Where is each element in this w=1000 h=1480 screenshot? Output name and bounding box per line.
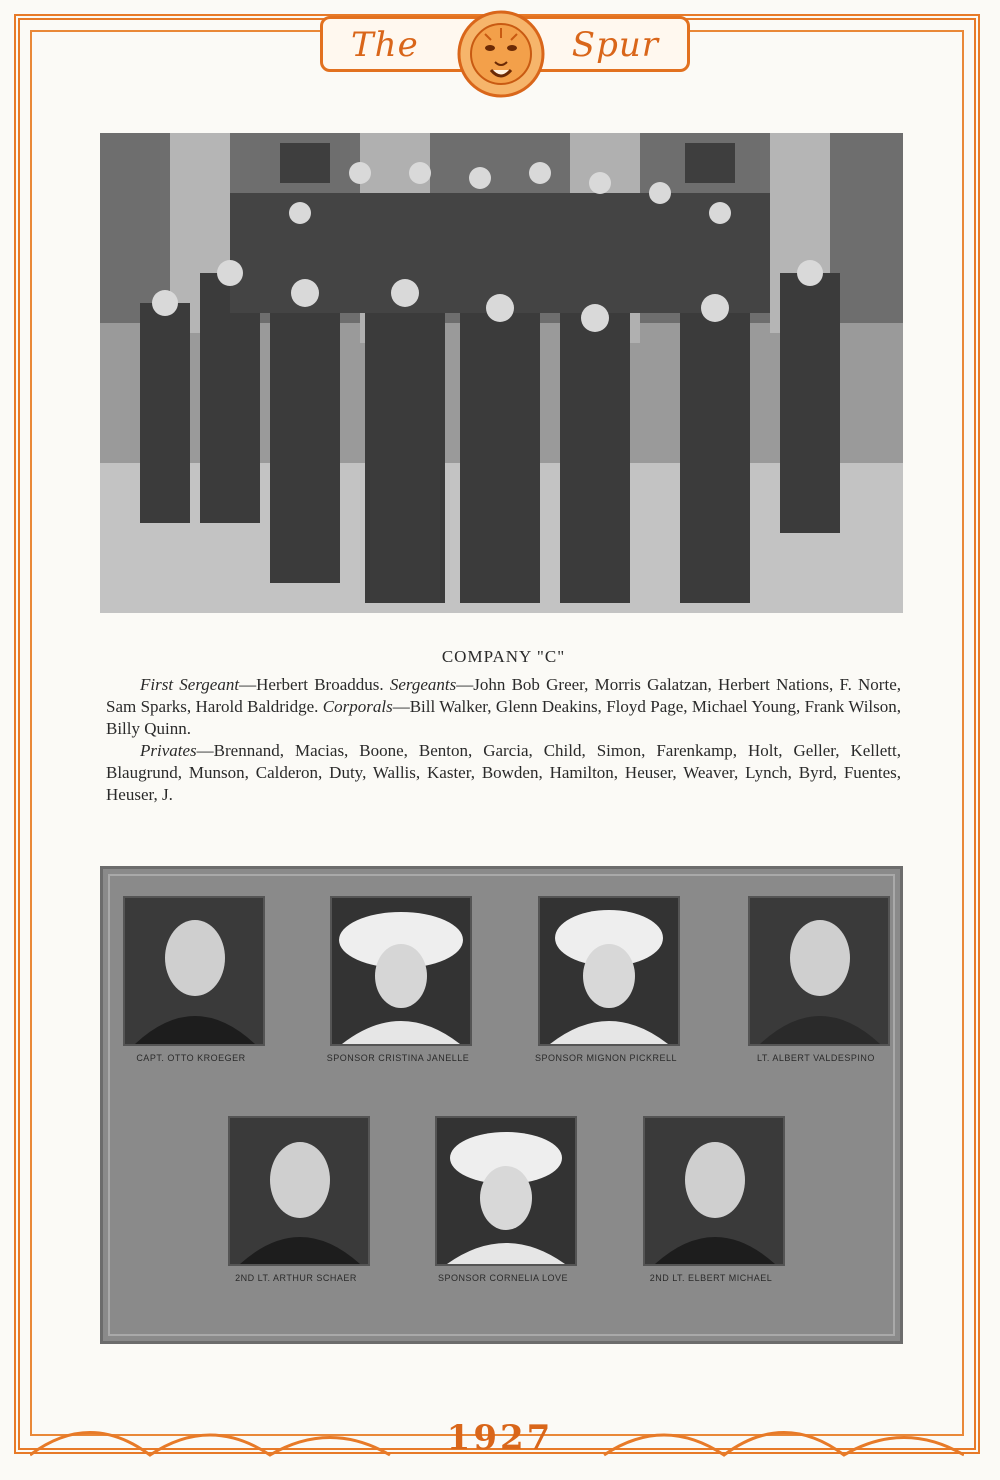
first-sergeant-label: First Sergeant bbox=[140, 675, 240, 694]
portrait-man-icon bbox=[645, 1118, 783, 1264]
footer-year: 1927 bbox=[446, 1418, 554, 1458]
sergeants-text: —John Bob Greer, Morris Galatzan, Herbert Nations, F. Norte, Sam Sparks, Harold Baldridge. bbox=[106, 675, 901, 716]
company-title: COMPANY "C" bbox=[441, 647, 566, 666]
portrait-woman-hat-icon bbox=[332, 898, 470, 1044]
sergeants-label: Sergeants bbox=[389, 675, 457, 694]
portrait-man-icon bbox=[230, 1118, 368, 1264]
portrait-woman-hat-icon bbox=[437, 1118, 575, 1264]
privates-paragraph bbox=[106, 740, 901, 806]
portrait-photo bbox=[330, 896, 472, 1046]
company-caption bbox=[106, 646, 901, 806]
tiger-head-icon bbox=[455, 8, 547, 100]
portrait-woman-hat-icon bbox=[540, 898, 678, 1044]
privates-text: —Brennand, Macias, Boone, Benton, Garcia, Child, Simon, Farenkamp, Holt, Geller, Kellett, Blaugrund, Munson, Calderon, Duty, Wallis, Kaster, Bowden, Hamilton, Heuser, Weaver, Lynch, Byrd, Fuentes, Heuser, J. bbox=[106, 741, 901, 804]
officers-portrait-panel bbox=[100, 866, 903, 1344]
corporals-text: —Bill Walker, Glenn Deakins, Floyd Page, Michael Young, Frank Wilson, Billy Quinn. bbox=[106, 697, 902, 738]
portrait-photo bbox=[123, 896, 265, 1046]
portrait-photo bbox=[538, 896, 680, 1046]
portrait-caption: 2ND LT. ARTHUR SCHAER bbox=[235, 1273, 357, 1283]
banner-title-the: The bbox=[351, 25, 419, 65]
company-group-photo bbox=[100, 133, 903, 613]
portrait-photo bbox=[748, 896, 890, 1046]
first-sergeant-text: —Herbert Broaddus. bbox=[239, 675, 390, 694]
portrait-photo bbox=[228, 1116, 370, 1266]
portrait-photo bbox=[435, 1116, 577, 1266]
portrait-caption: LT. ALBERT VALDESPINO bbox=[757, 1053, 875, 1063]
portrait-photo bbox=[643, 1116, 785, 1266]
privates-label: Privates bbox=[140, 741, 197, 760]
corporals-label: Corporals bbox=[322, 697, 393, 716]
group-photo-illustration bbox=[100, 133, 903, 613]
portrait-caption: SPONSOR MIGNON PICKRELL bbox=[534, 1053, 678, 1063]
officers-paragraph bbox=[106, 674, 901, 740]
portrait-caption: CAPT. OTTO KROEGER bbox=[136, 1053, 246, 1063]
portrait-man-icon bbox=[125, 898, 263, 1044]
portrait-caption: 2ND LT. ELBERT MICHAEL bbox=[649, 1273, 773, 1283]
portrait-caption: SPONSOR CRISTINA JANELLE bbox=[326, 1053, 470, 1063]
banner-title-spur: Spur bbox=[571, 25, 659, 65]
portrait-caption: SPONSOR CORNELIA LOVE bbox=[437, 1273, 569, 1283]
portrait-man-icon bbox=[750, 898, 888, 1044]
